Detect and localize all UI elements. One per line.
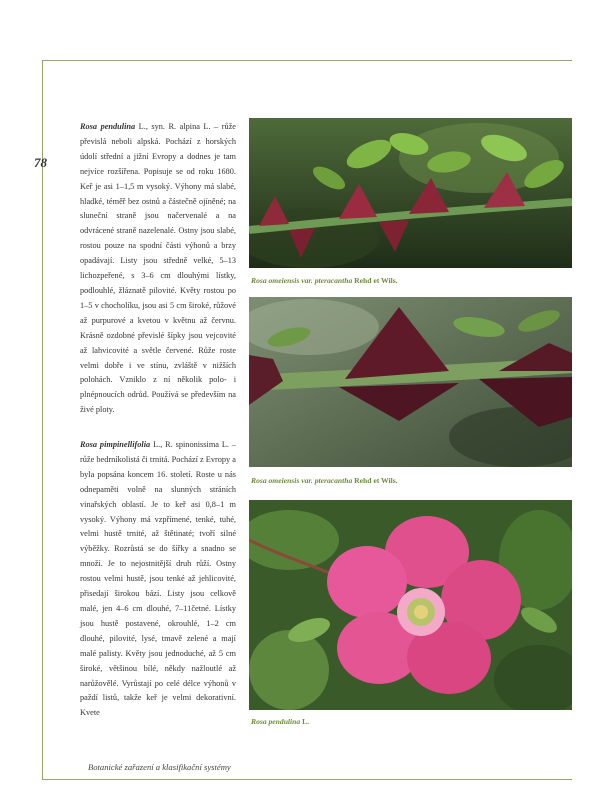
caption-species: Rosa omeiensis var. pteracantha (251, 276, 353, 285)
caption-author: Rehd et Wils. (354, 476, 398, 485)
top-rule (42, 60, 572, 61)
caption-species: Rosa omeiensis var. pteracantha (251, 476, 353, 485)
species-name: Rosa pimpinellifolia (80, 440, 151, 449)
footer-text: Botanické zařazení a klasifikační systémy (88, 762, 231, 772)
caption-photo-1 (251, 276, 398, 285)
photo-thorny-stem (249, 118, 572, 268)
photo-rosa-pendulina-flower (249, 500, 572, 710)
footer-rule (42, 779, 572, 780)
paragraph-rosa-pendulina (80, 120, 236, 418)
paragraph-text: L., R. spinonissima L. – růže bedrníkolistá či trnitá. Pochází z Evropy a byla popsána koncem 16. století. Roste u nás odnepaměti volně na slunných stráních vinařských oblastí. Je to keř asi 0,8–1 m vysoký. Výhony má vzpřímené, tenké, tuhé, velmi hustě trnité, až štětinaté; tvoří silné výběžky. Rozrůstá se do šířky a snadno se množí. Je to nejostnitější druh růží. Ostny rostou velmi hustě, jsou tenké až jehlicovité, přisedají širokou bází. Listy jsou celkově malé, jen 4–6 cm dlouhé, 7–11četné. Lístky jsou hustě postavené, okrouhlé, 1–2 cm dlouhé, pilovité, lysé, tmavě zelené a mají malé palisty. Květy jsou jednoduché, až 5 cm široké, většinou bílé, někdy nažloutlé až narůžovělé. Vyrůstají po celé délce výhonů v paždí listů, takže keř je velmi dekorativní. Kvete (80, 440, 236, 718)
caption-photo-3 (251, 717, 309, 726)
caption-author: Rehd et Wils. (354, 276, 398, 285)
caption-photo-2 (251, 476, 398, 485)
photo-winged-thorns (249, 297, 572, 467)
paragraph-rosa-pimpinellifolia (80, 438, 236, 721)
caption-species: Rosa pendulina (251, 717, 301, 726)
page-number: 78 (34, 155, 47, 170)
species-name: Rosa pendulina (80, 122, 136, 131)
paragraph-text: L., syn. R. alpina L. – růže převislá neboli alpská. Pochází z horských údolí střední a jižní Evropy a dodnes je tam nejvíce rozšířena. Popisuje se od roku 1680. Keř je asi 1–1,5 m vysoký. Výhony má slabé, hladké, téměř bez ostnů a částečně ojíněné; na sluneční straně jsou načervenalé a na odvrácené straně nazelenalé. Ostny jsou slabé, rostou pouze na spodní části výhonů a brzy opadávají. Listy jsou středně velké, 5–13 lichozpeřené, s 3–6 cm dlouhými lístky, podlouhlé, žláznatě pilovité. Květy rostou po 1–5 v chocholíku, jsou asi 5 cm široké, růžové až purpurové a kvetou v květnu až červnu. Krásně ozdobné převislé šípky jsou vejcovité až lahvicovité a světle červené. Růže roste velmi dobře i ve stínu, zvláště v nižších polohách. Vzniklo z ní několik polo- i plnépnoucích odrůd. Používá se především na živé ploty. (80, 122, 236, 415)
caption-author: L. (302, 717, 310, 726)
